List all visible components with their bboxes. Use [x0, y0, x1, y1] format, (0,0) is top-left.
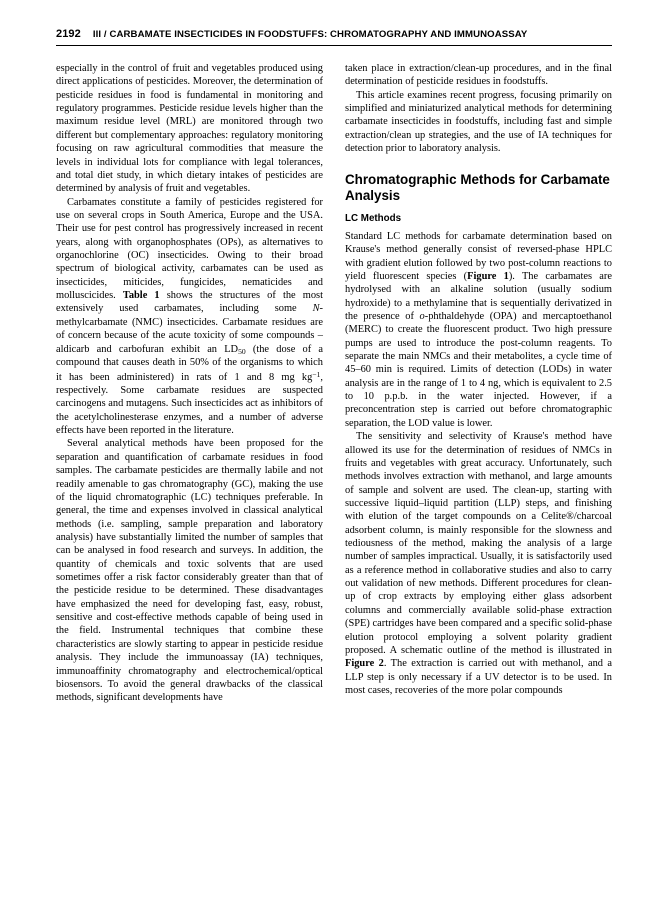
text-run: Carbamates constitute a family of pesticides registered for use on several crops in South America, Europe and the USA. Their use for pest control has progressively increased in recent years, along with organophosphates (OPs), as alternatives to organochlorine (OC) insecticides. Owing to their broad spectrum of biological activity, carbamates can be used as insecticides, miticides, fungicides, nematicides and molluscicides.	[56, 196, 323, 302]
page-number: 2192	[56, 28, 81, 40]
text-run: ). The carbamates are hydrolysed with an alkaline solution (usually sodium hydroxide) to a methylamine that is sequentially derivatized in the presence of	[345, 270, 612, 322]
text-run: N	[312, 303, 320, 315]
left-column	[56, 62, 323, 705]
text-run: o	[419, 310, 425, 322]
paragraph: Several analytical methods have been proposed for the separation and quantification of carbamate residues in food samples. The carbamate pesticides are thermally labile and not readily amenable to gas chromatography (GC), making the use of the liquid chromatographic (LC) techniques preferable. In general, the time and expenses involved in classical analytical methods (i.e. sampling, sample preparation and laboratory analysis) have substantially limited the number of samples that can be analysed in food research and surveys. In addition, the quantity of chemicals and toxic solvents that are used sometimes offer a risk factor considerably greater than that of the pesticide residue to be determined. These disadvantages have emphasized the need for developing fast, easy, robust, sensitive and cost-effective methods capable of being used in the field. Instrumental techniques that combine these characteristics are slowly starting to appear in pesticide residue analysis. They include the immunoassay (IA) techniques, immunoaffinity chromatography and electrochemical/optical biosensors. To avoid the general drawbacks of the classical methods, significant developments have	[56, 438, 323, 704]
text-run: (the dose of a compound that causes death in 50% of the organisms to which it has been administered) in rats of 1 and 8 mg kg	[56, 343, 324, 383]
text-run: Standard LC methods for carbamate determination based on Krause's method generally consist of reversed-phase HPLC with gradient elution followed by two post-column reactions to yield fluorescent species (	[345, 230, 612, 282]
paragraph	[345, 230, 612, 430]
text-run: -phthaldehyde (OPA) and mercaptoethanol (MERC) to create the fluorescent product. Two high pressure pumps are used to introduce the post-column reagents. To separate the main NMCs and their metabolites, a cycle time of 45–60 min is required. Limits of detection (LODs) in water analysis are in the range of 1 to 4 ng, which is equivalent to 2.5 to 10 p.p.b. in the water injected. However, if a preconcentration step is carried out before chromatographic separation, the LOD value is lower.	[345, 310, 612, 429]
figure-reference: Figure 2	[345, 658, 384, 670]
section-heading: Chromatographic Methods for Carbamate Analysis	[345, 171, 610, 203]
subscript: 50	[238, 346, 246, 356]
paragraph: taken place in extraction/clean-up procedures, and in the final determination of pesticide residues in foodstuffs.	[345, 63, 612, 88]
running-title: III / CARBAMATE INSECTICIDES IN FOODSTUFFS: CHROMATOGRAPHY AND IMMUNOASSAY	[92, 29, 528, 40]
text-run: , respectively. Some carbamate residues are suspected carcinogens and mutagens. Such insecticides act as inhibitors of the acetylcholinesterase enzymes, and a number of adverse effects have been reported in the literature.	[56, 371, 323, 437]
paragraph: especially in the control of fruit and vegetables produced using direct applications of pesticides. Moreover, the determination of pesticide residues in food is fundamental in monitoring and regulatory programmes. Pesticide residue levels higher than the maximum residue level (MRL) are monitored through two different but complementary approaches: regulatory monitoring focusing on raw agricultural commodities that measure the levels in individual lots for compliance with legal tolerances, and total diet study, in which dietary intakes of pesticides are determined by analysis of fruit and vegetables.	[56, 63, 323, 195]
superscript: −1	[312, 369, 321, 379]
figure-reference: Figure 1	[467, 270, 509, 282]
page-header	[56, 28, 612, 45]
paragraph	[345, 430, 612, 697]
text-run: . The extraction is carried out with methanol, and a LLP step is only necessary if a UV detector is to be used. In most cases, recoveries of the more polar compounds	[345, 658, 612, 696]
subsection-heading: LC Methods	[345, 213, 402, 225]
text-run: -methylcarbamate (NMC) insecticides. Carbamate residues are of concern because of the acute toxicity of some compounds – aldicarb and carbofuran exhibit an LD	[56, 303, 323, 355]
right-column	[345, 62, 612, 697]
text-run: shows the structures of the most extensively used carbamates, including some	[56, 290, 323, 315]
header-rule	[56, 45, 612, 46]
table-reference: Table 1	[122, 290, 160, 302]
paragraph	[56, 196, 323, 438]
two-column-body	[56, 62, 612, 705]
paragraph: This article examines recent progress, focusing primarily on simplified and miniaturized analytical methods for determining carbamate insecticides in foodstuffs, including fast and simple extraction/clean up strategies, and the use of IA techniques for detection prior to laboratory analysis.	[345, 89, 612, 155]
text-run: The sensitivity and selectivity of Krause's method have allowed its use for the determination of residues of NMCs in fruits and vegetables with great accuracy. Unfortunately, such methods involves extraction with methanol, and large amounts of sample and solvent are used. The clean-up, starting with successive liquid–liquid partition (LLP) steps, and finishing with elution of the target compounds on a Celite®/charcoal adsorbent column, is mainly responsible for the slowness and tediousness of the method, making the analysis of a large number of samples impractical. Usually, it is satisfactorily used as a reference method in collaborative studies and also to carry out validation of new methods. Different procedures for clean-up of crop extracts by employing either glass adsorbent columns and commercially available solid-phase extraction (SPE) cartridges have been compared and a specific solid-phase elution protocol employing a solvent polarity gradient proposed. A schematic outline of the method is illustrated in	[345, 431, 612, 656]
